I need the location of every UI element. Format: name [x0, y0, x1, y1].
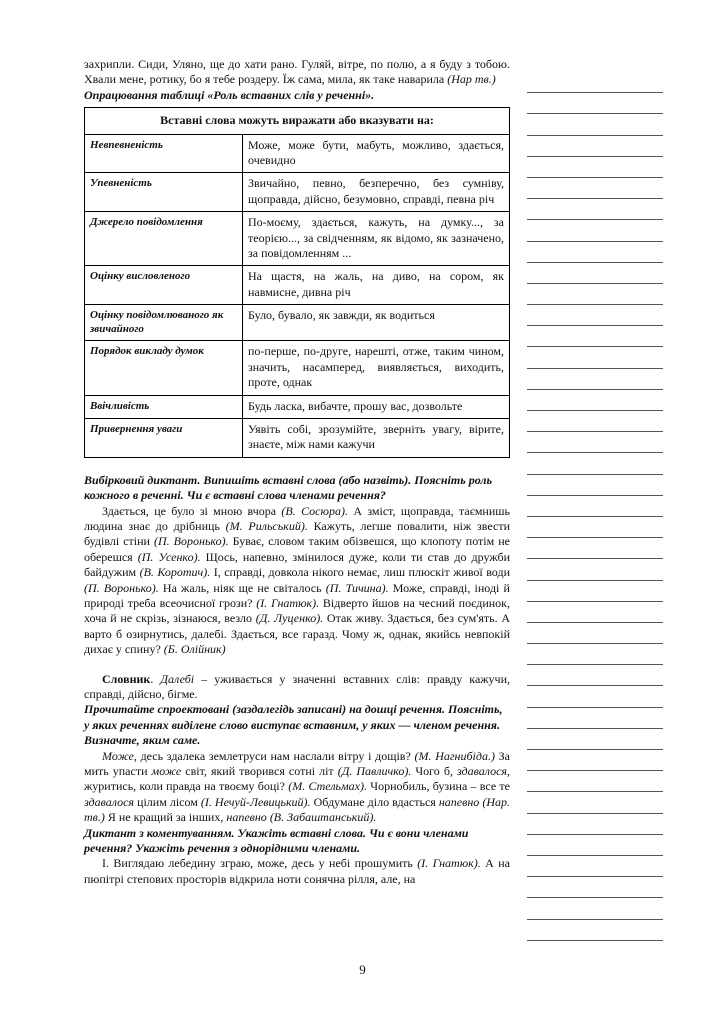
note-line	[527, 72, 663, 93]
note-line	[527, 199, 663, 220]
note-line	[527, 517, 663, 538]
commented-task: Диктант з коментуванням. Укажіть вставні слова. Чи є вони членами речення? Укажіть речення з однорідними членами.	[84, 825, 469, 856]
note-line	[527, 644, 663, 665]
note-line	[527, 432, 663, 453]
note-line	[527, 898, 663, 919]
note-line	[527, 263, 663, 284]
commented-text: І. Виглядаю лебедину зграю, може, десь у небі прошумить (І. Гнатюк). А на пюпітрі степових просторів відкрила ноти сонячна рілля, але, на	[84, 856, 510, 886]
table-row: Упевненість Звичайно, певно, безперечно, без сумніву, щоправда, дійсно, безумовно, справді, певна річ	[85, 173, 510, 212]
table-row: Порядок викладу думок по-перше, по-друге, нарешті, отже, таким чином, значить, насамперед, виявляється, виходить, проте, однак	[85, 341, 510, 395]
note-line	[527, 242, 663, 263]
note-line	[527, 453, 663, 474]
dictation-task: Вибірковий диктант. Випишіть вставні слова (або назвіть). Поясніть роль кожного в реченні. Чи є вставні слова членами речення?	[84, 472, 493, 503]
note-line	[527, 835, 663, 856]
inserted-words-table	[84, 107, 510, 458]
main-column	[84, 57, 510, 887]
note-line	[527, 623, 663, 644]
projected-text: Може, десь здалека землетруси нам наслали вітру і дощів? (М. Нагнибіда.) За мить упасти може світ, який творився сотні літ (Д. Павличко). Чого б, здавалося, журитись, коли правда на твоєму боці? (М. Стельмах). Чорнобиль, бузина ‒ все те здавалося цілим лісом (І. Нечуй-Левицький). Обдумане діло вдасться напевно (Нар. тв.) Я не кращий за інших, напевно (В. Забаштанський).	[84, 748, 511, 825]
note-line	[527, 559, 663, 580]
note-line	[527, 390, 663, 411]
note-line	[527, 347, 663, 368]
note-line	[527, 496, 663, 517]
dictionary-entry: Словник. Далебі ‒ уживається у значенні вставних слів: правду кажучи, справді, дійсно, бігме.	[84, 671, 511, 701]
table-task: Опрацювання таблиці «Роль вставних слів у реченні».	[84, 87, 375, 102]
note-line	[527, 750, 663, 771]
note-line	[527, 581, 663, 602]
note-line	[527, 538, 663, 559]
note-line	[527, 475, 663, 496]
note-line	[527, 136, 663, 157]
note-line	[527, 665, 663, 686]
note-line	[527, 93, 663, 114]
note-line	[527, 708, 663, 729]
projected-task: Прочитайте спроектовані (заздалегідь записані) на дошці речення. Поясніть, у яких реченнях виділене слово виступає вставним, у яких — членом речення. Визначте, яким саме.	[84, 702, 503, 748]
table-row: Ввічливість Будь ласка, вибачте, прошу вас, дозвольте	[85, 395, 510, 418]
note-line	[527, 856, 663, 877]
note-line	[527, 877, 663, 898]
note-line	[527, 771, 663, 792]
note-line	[527, 284, 663, 305]
page-number: 9	[359, 962, 366, 977]
table-row: Джерело повідомлення По-моєму, здається, кажуть, на думку..., за теорією..., за свідченням, як відомо, як зазначено, за повідомленням ...	[85, 212, 510, 266]
intro-paragraph: захрипли. Сиди, Уляно, ще до хати рано. Гуляй, вітре, по полю, а я буду з тобою. Хвали мене, ротику, бо я тебе роздеру. Їж сама, мила, як таке наварила (Нар тв.)	[84, 57, 510, 87]
note-line	[527, 305, 663, 326]
table-header: Вставні слова можуть виражати або вказувати на:	[85, 108, 510, 134]
note-line	[527, 792, 663, 813]
note-line	[527, 602, 663, 623]
note-line	[527, 220, 663, 241]
table-row: Невпевненість Може, може бути, мабуть, можливо, здається, очевидно	[85, 134, 510, 173]
notes-lines	[527, 72, 663, 941]
table-row: Оцінку повідомлюваного як звичайного Було, бувало, як завжди, як водиться	[85, 305, 510, 341]
note-line	[527, 157, 663, 178]
note-line	[527, 920, 663, 941]
note-line	[527, 686, 663, 707]
note-line	[527, 114, 663, 135]
note-line	[527, 326, 663, 347]
table-row: Оцінку висловленого На щастя, на жаль, на диво, на сором, як навмисне, дивна річ	[85, 266, 510, 305]
dictation-text: Здається, це було зі мною вчора (В. Сосюра). А зміст, щоправда, таємнишь людина знає до дрібниць (М. Рильський). Кажуть, легше повалити, ніж звести будівлі стіни (П. Воронько). Буває, словом таким обізвешся, що клопоту потім не оберешся (П. Усенко). Щось, напевно, змінилося дуже, коли ти став до дружби байдужим (В. Коротич). І, справді, довкола нікого немає, лиш плюскіт живої води (П. Воронько). На жаль, ніяк ще не світалось (П. Тичина). Може, справді, іноді й природі треба всеочисної грози? (І. Гнатюк). Відверто йшов на чесний поєдинок, хоча й не скрізь, зізнаюся, везло (Д. Луценко). Отак живу. Здається, без сум'ять. А варто б озирнутись, далебі. Здається, все гаразд. Чому ж, однак, якийсь невпокій дихає у спину? (Б. Олійник)	[84, 503, 511, 657]
note-line	[527, 178, 663, 199]
table-row: Привернення уваги Уявіть собі, зрозумійте, зверніть увагу, вірите, знаєте, між нами кажучи	[85, 418, 510, 457]
note-line	[527, 369, 663, 390]
note-line	[527, 411, 663, 432]
note-line	[527, 729, 663, 750]
note-line	[527, 814, 663, 835]
